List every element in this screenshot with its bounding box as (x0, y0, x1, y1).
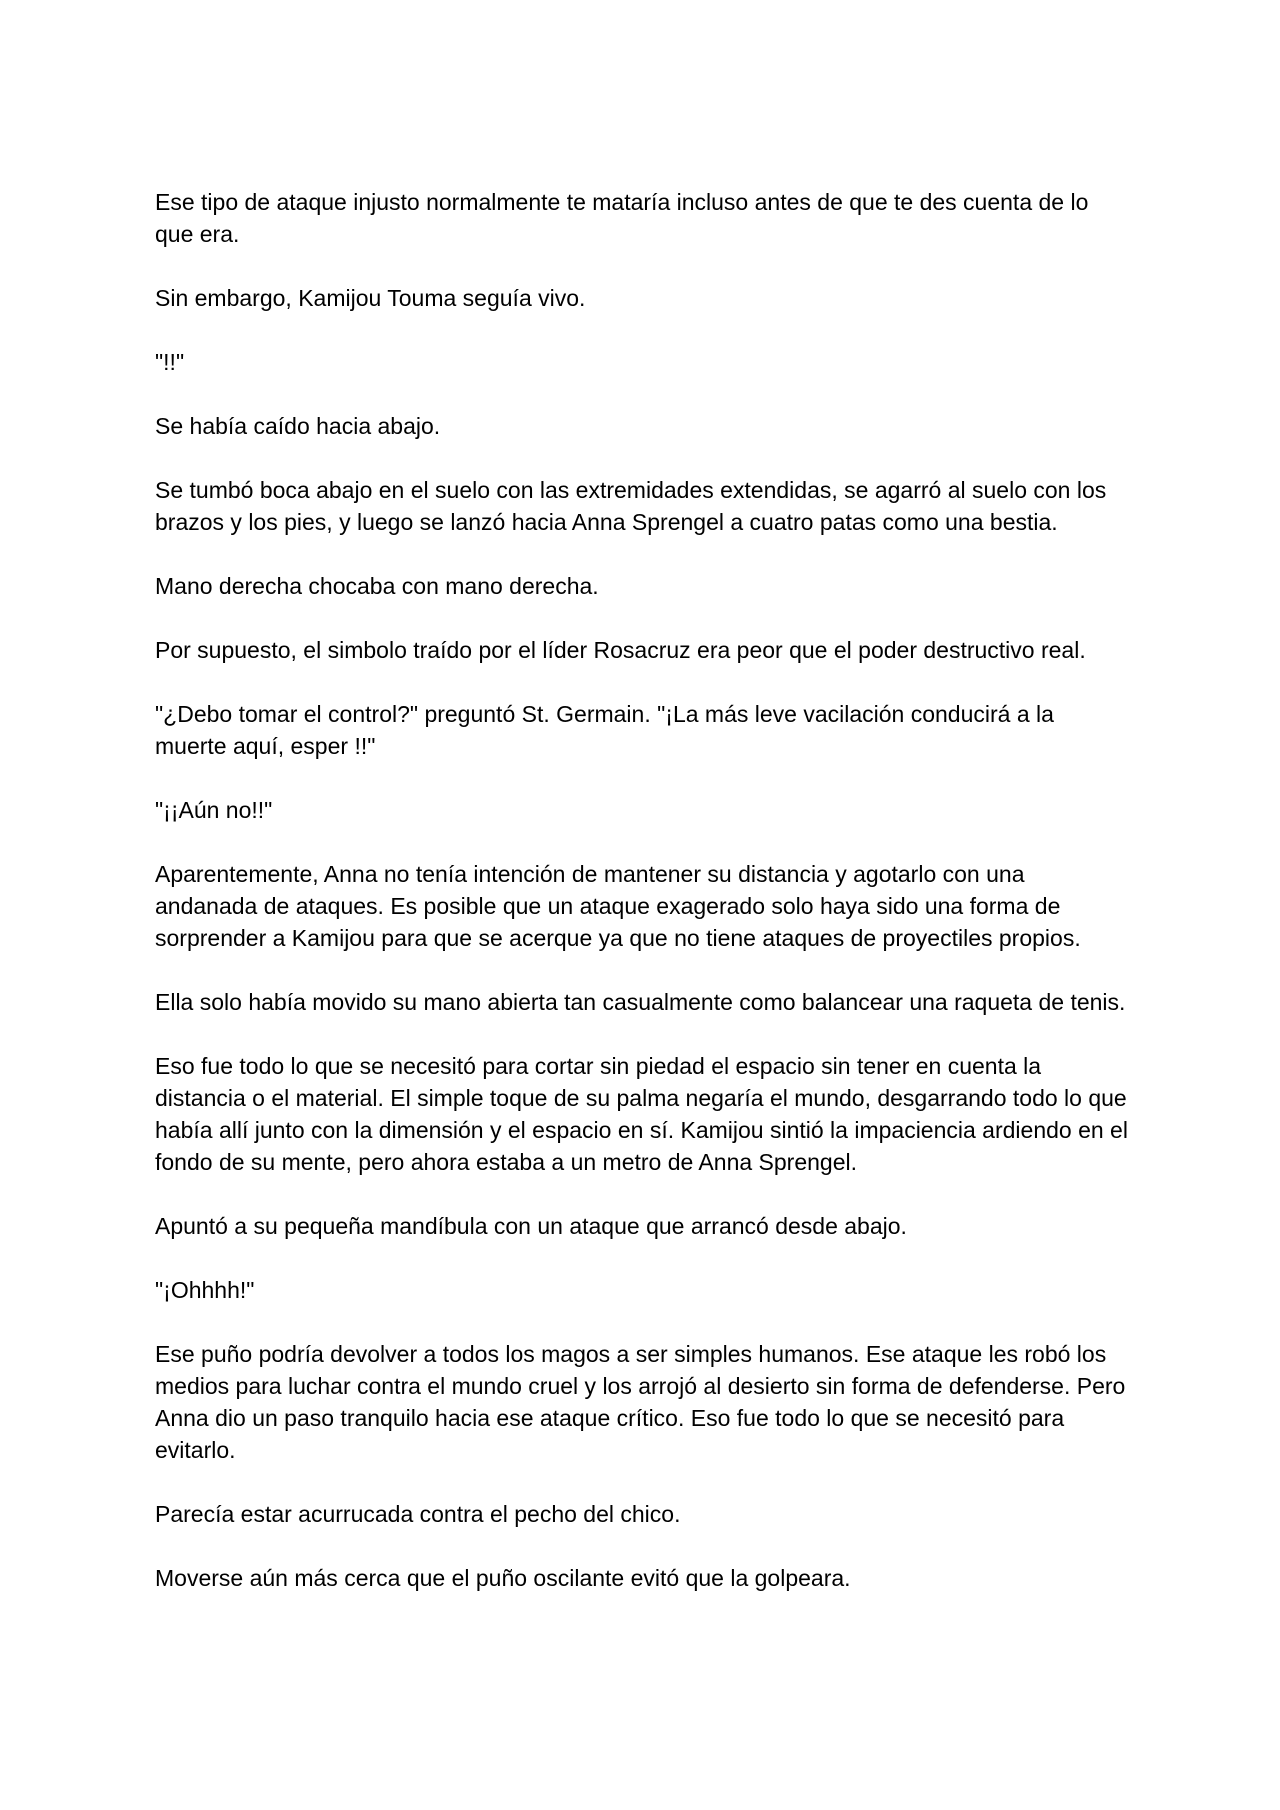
paragraph: Sin embargo, Kamijou Touma seguía vivo. (155, 285, 586, 311)
paragraph: Ese tipo de ataque injusto normalmente te mataría incluso antes de que te des cuenta de lo que era. (155, 189, 1089, 247)
paragraph: "¡Ohhhh!" (155, 1277, 255, 1303)
paragraph: Parecía estar acurrucada contra el pecho del chico. (155, 1501, 681, 1527)
paragraph: "¿Debo tomar el control?" preguntó St. Germain. "¡La más leve vacilación conducirá a la muerte aquí, esper !!" (155, 701, 1054, 759)
paragraph: Ella solo había movido su mano abierta tan casualmente como balancear una raqueta de tenis. (155, 989, 1126, 1015)
paragraph: Moverse aún más cerca que el puño oscilante evitó que la golpeara. (155, 1565, 851, 1591)
paragraph: Por supuesto, el simbolo traído por el líder Rosacruz era peor que el poder destructivo real. (155, 637, 1086, 663)
paragraph: Se había caído hacia abajo. (155, 413, 441, 439)
paragraph: "!!" (155, 349, 185, 375)
paragraph: Apuntó a su pequeña mandíbula con un ataque que arrancó desde abajo. (155, 1213, 907, 1239)
paragraph: Ese puño podría devolver a todos los magos a ser simples humanos. Ese ataque les robó los medios para luchar contra el mundo cruel y los arrojó al desierto sin forma de defenderse. Pero Anna dio un paso tranquilo hacia ese ataque crítico. Eso fue todo lo que se necesitó para evitarlo. (155, 1341, 1126, 1463)
paragraph: Mano derecha chocaba con mano derecha. (155, 573, 599, 599)
paragraph: "¡¡Aún no!!" (155, 797, 273, 823)
paragraph: Se tumbó boca abajo en el suelo con las extremidades extendidas, se agarró al suelo con los brazos y los pies, y luego se lanzó hacia Anna Sprengel a cuatro patas como una bestia. (155, 477, 1107, 535)
paragraph: Eso fue todo lo que se necesitó para cortar sin piedad el espacio sin tener en cuenta la distancia o el material. El simple toque de su palma negaría el mundo, desgarrando todo lo que había allí junto con la dimensión y el espacio en sí. Kamijou sintió la impaciencia ardiendo en el fondo de su mente, pero ahora estaba a un metro de Anna Sprengel. (155, 1053, 1128, 1175)
paragraph: Aparentemente, Anna no tenía intención de mantener su distancia y agotarlo con una andanada de ataques. Es posible que un ataque exagerado solo haya sido una forma de sorprender a Kamijou para que se acerque ya que no tiene ataques de proyectiles propios. (155, 861, 1081, 951)
document-body (155, 186, 1130, 1626)
